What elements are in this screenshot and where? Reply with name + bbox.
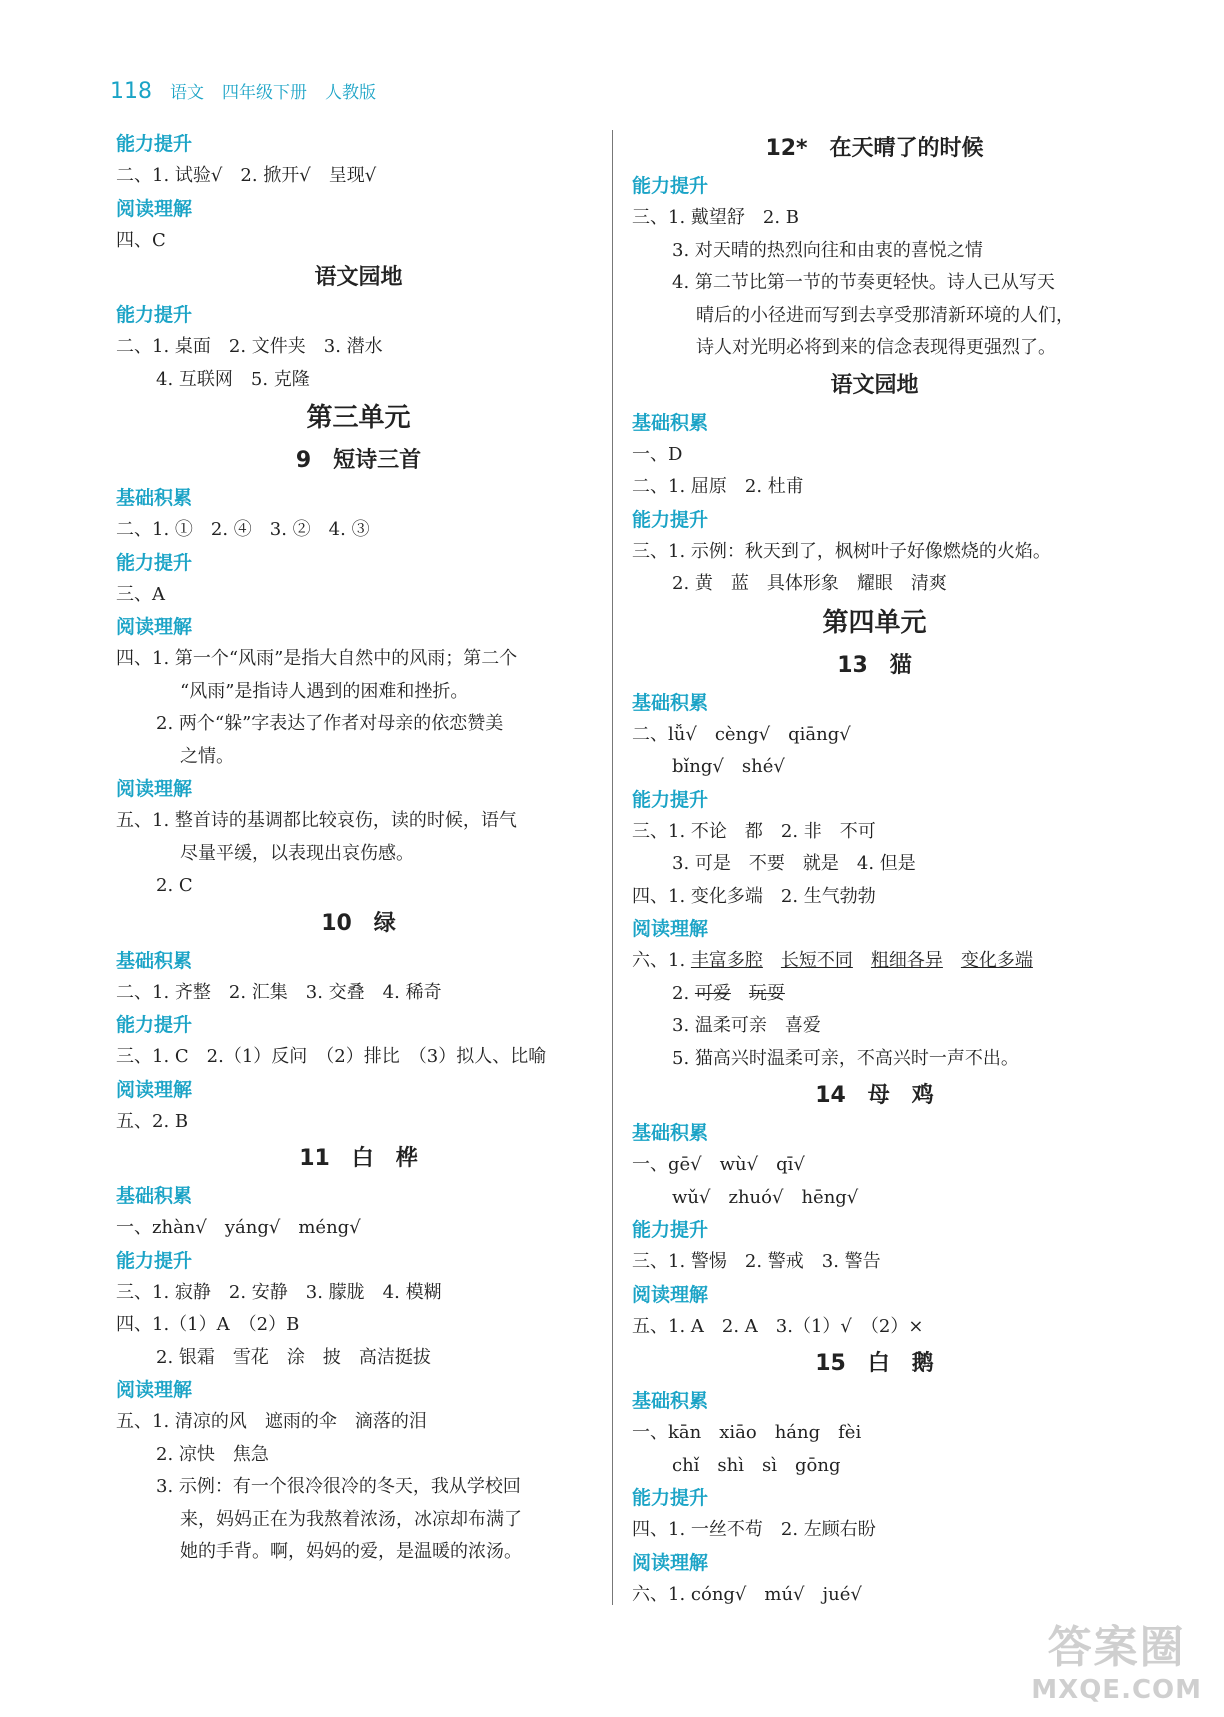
- section-heading: 基础积累: [632, 411, 709, 434]
- answer-line: 二、1. ① 2. ④ 3. ② 4. ③: [116, 519, 370, 540]
- answer-line: 诗人对光明必将到来的信念表现得更强烈了。: [696, 337, 1056, 358]
- answer-line: 她的手背。啊，妈妈的爱，是温暖的浓汤。: [180, 1541, 522, 1562]
- page-header: [110, 78, 376, 104]
- section-heading: 阅读理解: [116, 778, 193, 800]
- answer-fragment: 可爱: [694, 982, 731, 1004]
- watermark-text: 答案圈: [1047, 1622, 1186, 1673]
- section-heading: 阅读理解: [632, 1551, 709, 1574]
- answer-line: 三、1. 警惕 2. 警戒 3. 警告: [632, 1251, 881, 1272]
- answer-line: 四、1.（1）A （2）B: [116, 1314, 300, 1335]
- answer-line: 二、lǚ√ cèng√ qiāng√: [632, 723, 851, 745]
- answer-line: 之情。: [180, 745, 234, 767]
- answer-line: 2. 两个“躲”字表达了作者对母亲的依恋赞美: [156, 713, 504, 734]
- answer-fragment: [731, 983, 749, 1004]
- answer-line: 3. 对天晴的热烈向往和由衷的喜悦之情: [672, 239, 983, 261]
- lesson-title: 13 猫: [837, 652, 912, 678]
- answer-line: 五、1. 整首诗的基调都比较哀伤，读的时候，语气: [116, 810, 517, 831]
- section-heading: 基础积累: [632, 1122, 709, 1144]
- page-number: 118: [110, 79, 152, 104]
- answer-line: 三、A: [116, 583, 165, 605]
- section-heading: 基础积累: [632, 691, 709, 714]
- lesson-title: 10 绿: [321, 910, 396, 936]
- answer-fragment: 2.: [672, 982, 695, 1004]
- answer-line: 二、1. 桌面 2. 文件夹 3. 潜水: [116, 336, 383, 357]
- watermark-url: MXQE.COM: [1031, 1675, 1202, 1705]
- answer-line: 五、1. 清凉的风 遮雨的伞 滴落的泪: [116, 1411, 427, 1432]
- lesson-title: 语文园地: [830, 372, 919, 398]
- answer-line: 尽量平缓，以表现出哀伤感。: [180, 842, 414, 864]
- unit-title: 第三单元: [306, 403, 411, 433]
- section-heading: 能力提升: [116, 133, 193, 155]
- section-heading: 能力提升: [632, 175, 709, 197]
- section-heading: 能力提升: [116, 551, 193, 574]
- answer-line: 来，妈妈正在为我熬着浓汤，冰凉却布满了: [180, 1508, 522, 1530]
- section-heading: 基础积累: [116, 1185, 193, 1207]
- answer-line: 五、2. B: [116, 1110, 189, 1132]
- answer-line: 一、zhàn√ yáng√ méng√: [116, 1217, 361, 1238]
- answer-line: 4. 互联网 5. 克隆: [156, 368, 310, 390]
- answer-line: chǐ shì sì gōng: [672, 1454, 841, 1476]
- lesson-title: 12* 在天晴了的时候: [765, 136, 984, 161]
- answer-line: 三、1. 戴望舒 2. B: [632, 207, 800, 228]
- answer-line: 四、1. 变化多端 2. 生气勃勃: [632, 885, 876, 907]
- section-heading: 阅读理解: [116, 1379, 193, 1401]
- section-heading: 阅读理解: [116, 616, 193, 638]
- section-heading: 阅读理解: [116, 1078, 193, 1101]
- right-column: [632, 128, 1117, 1611]
- answer-line: 六、1. cóng√ mú√ jué√: [632, 1583, 862, 1605]
- answer-line: 四、1. 一丝不苟 2. 左顾右盼: [632, 1519, 876, 1540]
- answer-line: 五、1. A 2. A 3.（1）√ （2）×: [632, 1315, 924, 1337]
- answer-fragment: 变化多端: [960, 950, 1033, 971]
- answer-line: 一、D: [632, 443, 683, 465]
- section-heading: 基础积累: [632, 1390, 709, 1412]
- section-heading: 能力提升: [116, 1014, 193, 1036]
- grade-label: 四年级下册: [222, 83, 307, 103]
- answer-fragment: 粗细各异: [870, 950, 943, 971]
- unit-title: 第四单元: [822, 607, 927, 638]
- answer-line: 4. 第二节比第一节的节奏更轻快。诗人已从写天: [672, 272, 1055, 293]
- section-heading: 阅读理解: [632, 918, 709, 940]
- section-heading: 阅读理解: [632, 1283, 709, 1306]
- answer-line: 三、1. 不论 都 2. 非 不可: [632, 820, 876, 842]
- answer-line: wǔ√ zhuó√ hēng√: [672, 1186, 859, 1208]
- section-heading: 能力提升: [632, 1487, 709, 1509]
- answer-line: “风雨”是指诗人遇到的困难和挫折。: [180, 680, 469, 702]
- answer-line: 3. 示例：有一个很冷很冷的冬天，我从学校回: [156, 1476, 521, 1497]
- lesson-title: 9 短诗三首: [295, 448, 422, 473]
- section-heading: 基础积累: [116, 949, 193, 972]
- section-heading: 基础积累: [116, 487, 193, 509]
- answer-fragment: 丰富多腔: [690, 950, 763, 971]
- column-divider: [612, 130, 613, 1605]
- answer-line: 2. 黄 蓝 具体形象 耀眼 清爽: [672, 573, 947, 594]
- answer-line: 2. C: [156, 875, 193, 896]
- edition-label: 人教版: [325, 83, 376, 103]
- answer-fragment: 玩耍: [748, 982, 785, 1004]
- answer-fragment: [763, 950, 781, 971]
- answer-fragment: 长短不同: [780, 950, 853, 971]
- section-heading: 能力提升: [116, 304, 193, 326]
- answer-line: 二、1. 齐整 2. 汇集 3. 交叠 4. 稀奇: [116, 981, 442, 1003]
- section-heading: 能力提升: [632, 508, 709, 531]
- lesson-title: 11 白 桦: [299, 1146, 418, 1171]
- answer-line: 3. 可是 不要 就是 4. 但是: [672, 853, 916, 874]
- answer-line: 二、1. 试验√ 2. 掀开√ 呈现√: [116, 165, 377, 186]
- answer-line: bǐng√ shé√: [672, 756, 785, 777]
- answer-line: [632, 978, 1117, 1011]
- section-heading: 阅读理解: [116, 197, 193, 220]
- watermark-logo: [1031, 1611, 1202, 1705]
- lesson-title: 15 白 鹅: [815, 1351, 934, 1376]
- answer-line: 2. 银霜 雪花 涂 披 高洁挺拔: [156, 1346, 431, 1368]
- answer-line: 一、kān xiāo háng fèi: [632, 1422, 862, 1443]
- answer-line: 三、1. 寂静 2. 安静 3. 朦胧 4. 模糊: [116, 1281, 442, 1303]
- answer-fragment: [853, 950, 871, 971]
- section-heading: 能力提升: [632, 788, 709, 811]
- answer-line: [632, 945, 1117, 978]
- lesson-title: 语文园地: [314, 265, 403, 290]
- answer-line: 四、1. 第一个“风雨”是指大自然中的风雨；第二个: [116, 648, 518, 669]
- answer-line: 5. 猫高兴时温柔可亲，不高兴时一声不出。: [672, 1047, 1019, 1069]
- answer-line: 三、1. 示例：秋天到了，枫树叶子好像燃烧的火焰。: [632, 540, 1051, 562]
- answer-line: 二、1. 屈原 2. 杜甫: [632, 476, 804, 497]
- answer-fragment: [943, 950, 961, 971]
- answer-fragment: 六、1.: [632, 950, 691, 971]
- section-heading: 能力提升: [116, 1249, 193, 1272]
- section-heading: 能力提升: [632, 1219, 709, 1241]
- answer-line: 2. 凉快 焦急: [156, 1443, 269, 1465]
- subject-label: 语文: [170, 83, 204, 103]
- answer-line: 晴后的小径进而写到去享受那清新环境的人们，: [696, 304, 1074, 326]
- lesson-title: 14 母 鸡: [815, 1083, 934, 1108]
- answer-line: 四、C: [116, 229, 166, 251]
- answer-line: 3. 温柔可亲 喜爱: [672, 1015, 821, 1036]
- answer-line: 三、1. C 2.（1）反问 （2）排比 （3）拟人、比喻: [116, 1046, 547, 1067]
- left-column: [116, 128, 601, 1569]
- answer-line: 一、gē√ wù√ qī√: [632, 1154, 805, 1175]
